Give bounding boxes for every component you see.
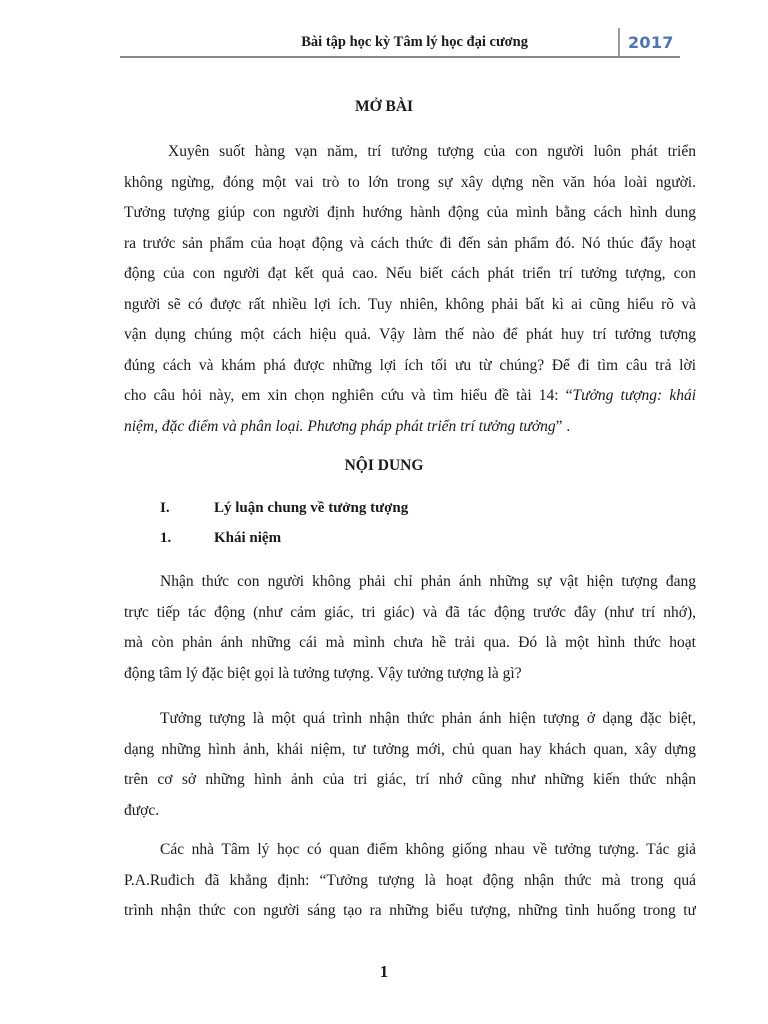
outline-item-1-number: I. xyxy=(160,500,170,516)
intro-paragraph xyxy=(124,137,696,442)
intro-line-7: vận dụng chúng một cách hiệu quả. Vậy làm thế nào để phát huy trí tưởng tượng xyxy=(124,326,696,343)
intro-heading: MỞ BÀI xyxy=(354,98,414,115)
page-header xyxy=(120,28,680,56)
paragraph-3 xyxy=(124,835,696,927)
intro-line-1: Xuyên suốt hàng vạn năm, trí tưởng tượng của con người luôn phát triển xyxy=(168,143,696,160)
paragraph-2-line-3: trên cơ sở những hình ảnh của tri giác, trí nhớ cũng như những kiến thức nhận xyxy=(124,771,696,788)
outline-item-2 xyxy=(160,530,281,547)
header-year: 2017 xyxy=(628,33,674,52)
header-separator xyxy=(618,28,620,58)
outline-item-2-number: 1. xyxy=(160,530,172,546)
paragraph-2-line-1: Tưởng tượng là một quá trình nhận thức phản ánh hiện tượng ở dạng đặc biệt, xyxy=(160,710,696,727)
paragraph-3-line-3: trình nhận thức con người sáng tạo ra những biểu tượng, những tình huống trong tư xyxy=(124,902,696,919)
intro-line-9 xyxy=(124,381,696,412)
paragraph-1 xyxy=(124,567,696,689)
paragraph-2 xyxy=(124,704,696,826)
intro-line-9-text: cho câu hỏi này, em xin chọn nghiên cứu và tìm hiểu đề tài 14: “ xyxy=(124,387,573,404)
intro-line-8: đúng cách và khám phá được những lợi ích tối ưu từ chúng? Để đi tìm câu trả lời xyxy=(124,356,696,374)
paragraph-2-line-4: được. xyxy=(124,801,160,819)
paragraph-3-line-1: Các nhà Tâm lý học có quan điểm không giống nhau về tưởng tượng. Tác giả xyxy=(160,841,696,858)
paragraph-1-line-3: mà còn phản ánh những cái mà mình chưa hề trải qua. Đó là một hình thức hoạt xyxy=(124,634,696,651)
outline-item-1-label: Lý luận chung về tưởng tượng xyxy=(214,500,409,516)
paragraph-1-line-1: Nhận thức con người không phải chỉ phản ánh những sự vật hiện tượng đang xyxy=(160,573,696,590)
outline-item-2-label: Khái niệm xyxy=(214,530,282,546)
intro-line-5: động của con người đạt kết quả cao. Nếu biết cách phát triển trí tưởng tượng, con xyxy=(124,265,696,282)
topic-title-part-2: niệm, đặc điểm và phân loại. Phương pháp phát triển trí tưởng tưởng xyxy=(124,417,556,435)
intro-line-10-text: ” . xyxy=(555,417,571,435)
paragraph-1-line-4: động tâm lý đặc biệt gọi là tưởng tượng. Vậy tưởng tượng là gì? xyxy=(124,664,522,682)
outline-item-1 xyxy=(160,500,408,517)
header-rule xyxy=(120,56,680,58)
intro-line-10 xyxy=(124,412,696,443)
intro-line-4: ra trước sản phẩm của hoạt động và cách thức đi đến sản phẩm đó. Nó thúc đẩy hoạt xyxy=(124,234,696,252)
intro-line-2: không ngừng, đóng một vai trò to lớn trong sự xây dựng nền văn hóa loài người. xyxy=(124,173,696,191)
intro-line-6: người sẽ có được rất nhiều lợi ích. Tuy nhiên, không phải bất kì ai cũng hiểu rõ và xyxy=(124,295,696,313)
paragraph-2-line-2: dạng những hình ảnh, khái niệm, tư tưởng mới, chủ quan hay khách quan, xây dựng xyxy=(124,740,696,758)
page-number: 1 xyxy=(379,962,389,981)
topic-title-part-1: Tưởng tượng: khái xyxy=(572,387,696,404)
content-heading: NỘI DUNG xyxy=(344,457,424,474)
intro-line-3: Tưởng tượng giúp con người định hướng hành động của mình bằng cách hình dung xyxy=(124,204,696,221)
paragraph-3-line-2: P.A.Ruđich đã khẳng định: “Tưởng tượng là hoạt động nhận thức mà trong quá xyxy=(124,871,696,889)
header-title: Bài tập học kỳ Tâm lý học đại cương xyxy=(301,34,528,50)
paragraph-1-line-2: trực tiếp tác động (như cảm giác, tri giác) và đã tác động trước đây (như trí nhớ), xyxy=(124,603,696,621)
